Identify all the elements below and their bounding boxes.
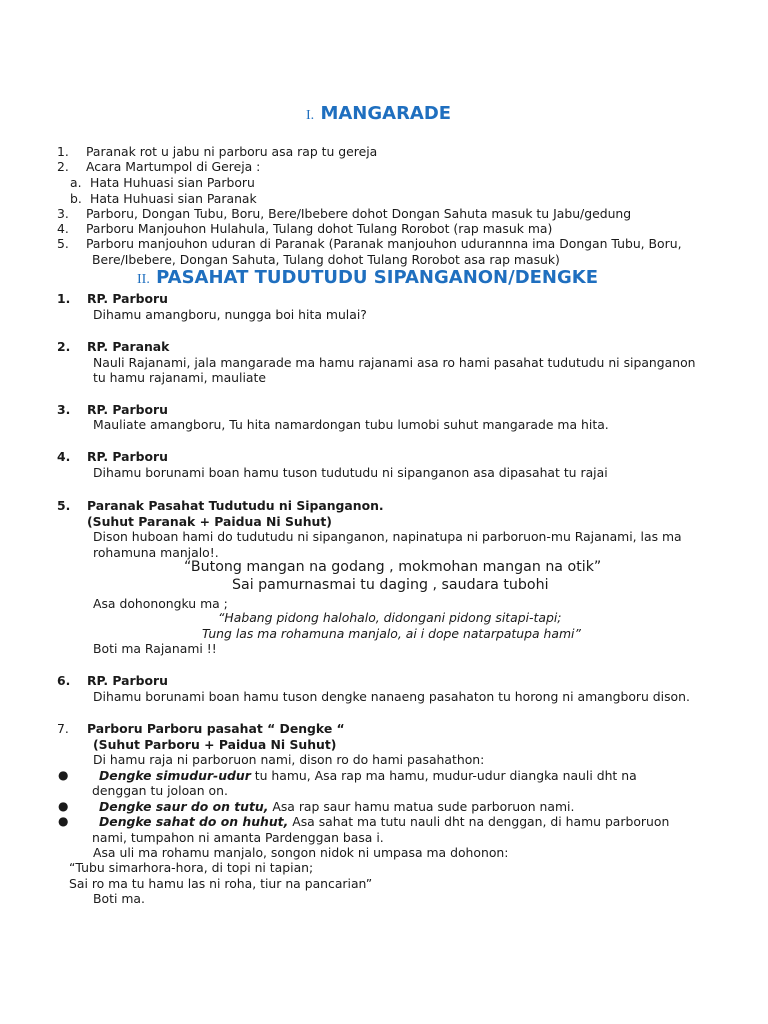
- bullet-body: tu hamu, Asa rap ma hamu, mudur-udur diangka nauli dht na: [250, 768, 637, 783]
- list-item: Parboru, Dongan Tubu, Boru, Bere/Ibebere dohot Dongan Sahuta masuk tu Jabu/gedung: [86, 206, 632, 221]
- bullet-icon: ●: [58, 799, 69, 813]
- list-item-continuation: Bere/Ibebere, Dongan Sahuta, Tulang dohot Tulang Rorobot asa rap masuk): [92, 252, 560, 267]
- list-item: Hata Huhuasi sian Paranak: [90, 191, 257, 206]
- list-number: 5.: [57, 236, 69, 251]
- list-item: Acara Martumpol di Gereja :: [86, 159, 261, 174]
- step-text: Dihamu borunami boan hamu tuson tudutudu ni sipanganon asa dipasahat tu rajai: [93, 465, 608, 480]
- section-2-roman: II.: [137, 272, 150, 287]
- list-letter: b.: [70, 191, 82, 206]
- list-number: 4.: [57, 221, 69, 236]
- step-heading: Parboru Parboru pasahat “ Dengke “: [87, 721, 345, 736]
- step-text: Asa dohonongku ma ;: [93, 596, 228, 611]
- quote-line: “Butong mangan na godang , mokmohan mangan na otik”: [184, 559, 602, 575]
- step-heading: RP. Parboru: [87, 402, 168, 417]
- list-letter: a.: [70, 175, 82, 190]
- bullet-continuation: denggan tu joloan on.: [92, 783, 228, 798]
- bullet-body: Asa sahat ma tutu nauli dht na denggan, di hamu parboruon: [288, 814, 670, 829]
- step-text: Dihamu borunami boan hamu tuson dengke nanaeng pasahaton tu horong ni amangboru dison.: [93, 689, 690, 704]
- bullet-icon: ●: [58, 768, 69, 782]
- section-2-heading: [137, 267, 599, 288]
- step-number: 4.: [57, 449, 71, 464]
- section-1-heading: [306, 103, 452, 124]
- verse-line: “Tubu simarhora-hora, di topi ni tapian;: [69, 860, 314, 875]
- bullet-emphasis: Dengke sahat do on huhut,: [99, 814, 289, 829]
- step-heading: RP. Parboru: [87, 673, 168, 688]
- step-text: tu hamu rajanami, mauliate: [93, 370, 266, 385]
- step-number: 3.: [57, 402, 71, 417]
- bullet-icon: ●: [58, 814, 69, 828]
- bullet-body: Asa rap saur hamu matua sude parboruon nami.: [268, 799, 575, 814]
- step-number: 5.: [57, 498, 71, 513]
- step-heading: RP. Paranak: [87, 339, 170, 354]
- list-item: Parboru manjouhon uduran di Paranak (Paranak manjouhon udurannna ima Dongan Tubu, Boru,: [86, 236, 682, 251]
- step-text: Boti ma.: [93, 891, 145, 906]
- list-item: Paranak rot u jabu ni parboru asa rap tu gereja: [86, 144, 378, 159]
- step-text: Boti ma Rajanami !!: [93, 641, 217, 656]
- quote-line: Sai pamurnasmai tu daging , saudara tubohi: [232, 577, 549, 593]
- step-heading: RP. Parboru: [87, 449, 168, 464]
- italic-verse: “Habang pidong halohalo, didongani pidong sitapi-tapi;: [218, 610, 562, 625]
- step-text: Asa uli ma rohamu manjalo, songon nidok ni umpasa ma dohonon:: [93, 845, 509, 860]
- bullet-emphasis: Dengke simudur-udur: [99, 768, 251, 783]
- step-number: 1.: [57, 291, 71, 306]
- step-number: 6.: [57, 673, 71, 688]
- step-text: Di hamu raja ni parboruon nami, dison ro do hami pasahathon:: [93, 752, 485, 767]
- list-number: 2.: [57, 159, 69, 174]
- bullet-emphasis: Dengke saur do on tutu,: [99, 799, 269, 814]
- step-number: 7.: [57, 721, 69, 736]
- verse-line: Sai ro ma tu hamu las ni roha, tiur na pancarian”: [69, 876, 373, 891]
- italic-verse: Tung las ma rohamuna manjalo, ai i dope natarpatupa hami”: [202, 626, 581, 641]
- step-text: Dison huboan hami do tudutudu ni sipanganon, napinatupa ni parboruon-mu Rajanami, las ma: [93, 529, 682, 544]
- bullet-text: [99, 768, 637, 783]
- list-item: Parboru Manjouhon Hulahula, Tulang dohot Tulang Rorobot (rap masuk ma): [86, 221, 553, 236]
- list-number: 1.: [57, 144, 69, 159]
- step-heading: RP. Parboru: [87, 291, 168, 306]
- list-item: Hata Huhuasi sian Parboru: [90, 175, 255, 190]
- list-number: 3.: [57, 206, 69, 221]
- bullet-continuation: nami, tumpahon ni amanta Pardenggan basa i.: [92, 830, 384, 845]
- step-text: rohamuna manjalo!.: [93, 545, 219, 560]
- step-heading: Paranak Pasahat Tudutudu ni Sipanganon.: [87, 498, 384, 513]
- bullet-text: [99, 814, 669, 829]
- section-1-title: MANGARADE: [320, 103, 452, 124]
- section-2-title: PASAHAT TUDUTUDU SIPANGANON/DENGKE: [156, 267, 599, 288]
- section-1-roman: I.: [306, 108, 315, 123]
- step-number: 2.: [57, 339, 71, 354]
- step-subheading: (Suhut Parboru + Paidua Ni Suhut): [93, 737, 337, 752]
- bullet-text: [99, 799, 574, 814]
- step-text: Dihamu amangboru, nungga boi hita mulai?: [93, 307, 367, 322]
- step-text: Nauli Rajanami, jala mangarade ma hamu rajanami asa ro hami pasahat tudutudu ni sipanganon: [93, 355, 696, 370]
- step-text: Mauliate amangboru, Tu hita namardongan tubu lumobi suhut mangarade ma hita.: [93, 417, 609, 432]
- step-subheading: (Suhut Paranak + Paidua Ni Suhut): [87, 514, 332, 529]
